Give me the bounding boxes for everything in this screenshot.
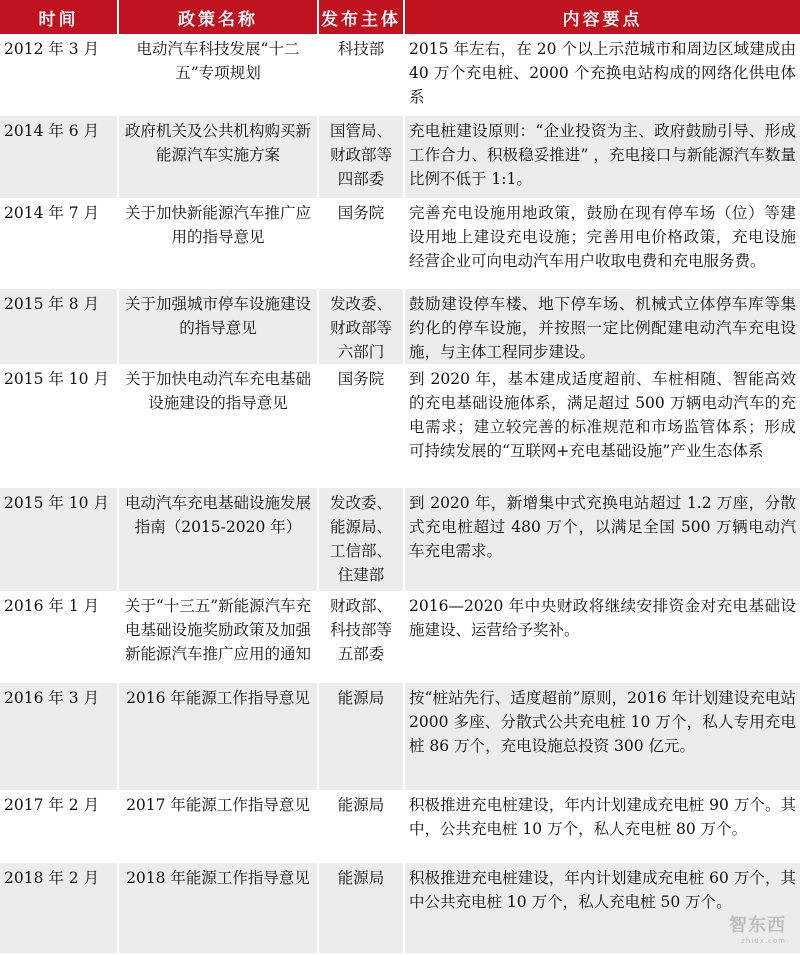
watermark-brand: 智东西 — [729, 915, 786, 936]
cell-time: 2015 年 10 月 — [0, 488, 118, 591]
cell-time: 2014 年 7 月 — [0, 198, 118, 289]
cell-time: 2015 年 8 月 — [0, 289, 118, 364]
header-issuer: 发布主体 — [318, 0, 404, 34]
cell-issuer: 国管局、财政部等四部委 — [318, 116, 404, 198]
table-row — [0, 790, 800, 863]
cell-time: 2015 年 10 月 — [0, 364, 118, 488]
cell-issuer: 科技部 — [318, 34, 404, 116]
header-row — [0, 0, 800, 34]
header-content: 内容要点 — [404, 0, 800, 34]
cell-policy-name: 关于加强城市停车设施建设的指导意见 — [118, 289, 318, 364]
watermark-logo — [729, 911, 786, 945]
cell-issuer: 能源局 — [318, 863, 404, 953]
cell-content: 积极推进充电桩建设，年内计划建成充电桩 90 万个。其中，公共充电桩 10 万个，私人充电桩 80 万个。 — [404, 790, 800, 863]
cell-issuer: 能源局 — [318, 790, 404, 863]
cell-policy-name: 关于加快电动汽车充电基础设施建设的指导意见 — [118, 364, 318, 488]
table-header — [0, 0, 800, 34]
table-row — [0, 863, 800, 953]
cell-time: 2018 年 2 月 — [0, 863, 118, 953]
cell-issuer: 发改委、能源局、工信部、住建部 — [318, 488, 404, 591]
table-body — [0, 34, 800, 953]
watermark-sub: zhidx.com — [741, 937, 786, 945]
table-row — [0, 364, 800, 488]
cell-policy-name: 电动汽车充电基础设施发展指南（2015-2020 年） — [118, 488, 318, 591]
cell-time: 2016 年 1 月 — [0, 591, 118, 683]
cell-content: 鼓励建设停车楼、地下停车场、机械式立体停车库等集约化的停车设施，并按照一定比例配建电动汽车充电设施，与主体工程同步建设。 — [404, 289, 800, 364]
table-row — [0, 116, 800, 198]
cell-time: 2012 年 3 月 — [0, 34, 118, 116]
table-row — [0, 591, 800, 683]
cell-issuer: 能源局 — [318, 683, 404, 790]
table-row — [0, 289, 800, 364]
cell-policy-name: 2016 年能源工作指导意见 — [118, 683, 318, 790]
cell-issuer: 发改委、财政部等六部门 — [318, 289, 404, 364]
cell-content: 到 2020 年，新增集中式充换电站超过 1.2 万座，分散式充电桩超过 480 万个，以满足全国 500 万辆电动汽车充电需求。 — [404, 488, 800, 591]
cell-content: 按“桩站先行、适度超前”原则，2016 年计划建设充电站 2000 多座、分散式公共充电桩 10 万个，私人专用充电桩 86 万个，充电设施总投资 300 亿元。 — [404, 683, 800, 790]
cell-policy-name: 关于“十三五”新能源汽车充电基础设施奖励政策及加强新能源汽车推广应用的通知 — [118, 591, 318, 683]
table-row — [0, 488, 800, 591]
cell-content: 充电桩建设原则：“企业投资为主、政府鼓励引导、形成工作合力、积极稳妥推进” ，充电接口与新能源汽车数量比例不低于 1:1。 — [404, 116, 800, 198]
cell-policy-name: 2018 年能源工作指导意见 — [118, 863, 318, 953]
cell-issuer: 国务院 — [318, 198, 404, 289]
cell-time: 2016 年 3 月 — [0, 683, 118, 790]
cell-policy-name: 政府机关及公共机构购买新能源汽车实施方案 — [118, 116, 318, 198]
cell-policy-name: 电动汽车科技发展“十二五”专项规划 — [118, 34, 318, 116]
cell-policy-name: 2017 年能源工作指导意见 — [118, 790, 318, 863]
cell-time: 2014 年 6 月 — [0, 116, 118, 198]
cell-content: 完善充电设施用地政策，鼓励在现有停车场（位）等建设用地上建设充电设施；完善用电价格政策，充电设施经营企业可向电动汽车用户收取电费和充电服务费。 — [404, 198, 800, 289]
cell-issuer: 国务院 — [318, 364, 404, 488]
cell-content: 2016—2020 年中央财政将继续安排资金对充电基础设施建设、运营给予奖补。 — [404, 591, 800, 683]
table-row — [0, 198, 800, 289]
header-policy-name: 政策名称 — [118, 0, 318, 34]
cell-time: 2017 年 2 月 — [0, 790, 118, 863]
cell-content: 积极推进充电桩建设，年内计划建成充电桩 60 万个，其中公共充电桩 10 万个，私人充电桩 50 万个。 — [404, 863, 800, 953]
table-row — [0, 34, 800, 116]
header-time: 时间 — [0, 0, 118, 34]
cell-policy-name: 关于加快新能源汽车推广应用的指导意见 — [118, 198, 318, 289]
table-row — [0, 683, 800, 790]
cell-content: 2015 年左右，在 20 个以上示范城市和周边区域建成由 40 万个充电桩、2000 个充换电站构成的网络化供电体系 — [404, 34, 800, 116]
cell-content: 到 2020 年，基本建成适度超前、车桩相随、智能高效的充电基础设施体系，满足超过 500 万辆电动汽车的充电需求；建立较完善的标准规范和市场监管体系；形成可持续发展的“互联网+充电基础设施”产业生态体系 — [404, 364, 800, 488]
cell-issuer: 财政部、科技部等五部委 — [318, 591, 404, 683]
